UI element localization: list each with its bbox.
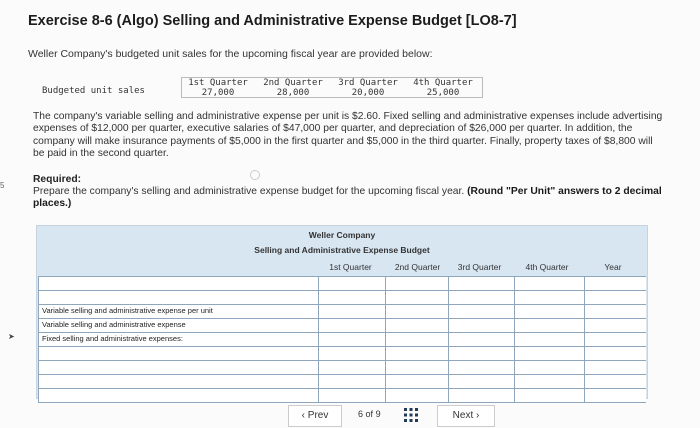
- cursor-ring: [250, 170, 260, 180]
- cell-q2[interactable]: [385, 347, 448, 360]
- prev-button[interactable]: [288, 405, 342, 427]
- cell-year[interactable]: [584, 291, 646, 304]
- sales-col-q1: [178, 78, 258, 98]
- col-header-q3: 3rd Quarter: [457, 262, 502, 272]
- sales-quarter-label: 1st Quarter: [188, 78, 248, 88]
- required-text: [33, 186, 663, 211]
- cell-q1[interactable]: [318, 389, 385, 402]
- sales-col-q3: [328, 78, 408, 98]
- cell-q3[interactable]: [448, 277, 514, 290]
- cell-q4[interactable]: [514, 361, 584, 374]
- cell-q1[interactable]: [318, 319, 385, 332]
- cell-q3[interactable]: [448, 389, 514, 402]
- cell-q1[interactable]: [318, 333, 385, 346]
- sales-quarter-label: 4th Quarter: [413, 78, 473, 88]
- cell-q2[interactable]: [385, 291, 448, 304]
- cell-year[interactable]: [584, 361, 646, 374]
- next-label: Next: [452, 410, 474, 421]
- pagination-bar: [0, 405, 700, 427]
- problem-paragraph: The company's variable selling and administrative expense per unit is $2.60. Fixed selling and administrative expenses include advertising expenses of $12,000 per quarter, executive salaries of $47,000 per quarter, and depreciation of $26,000 per quarter. In addition, the company will make insurance payments of $5,000 in the first quarter and $5,000 in the third quarter. Finally, property taxes of $8,800 will be paid in the second quarter.: [33, 111, 663, 160]
- pointer-icon: ➤: [8, 332, 15, 341]
- required-instruction: Prepare the company's selling and administrative expense budget for the upcoming fiscal year.: [33, 186, 465, 197]
- cell-year[interactable]: [584, 333, 646, 346]
- cell-year[interactable]: [584, 277, 646, 290]
- sales-col-q4: [403, 78, 483, 98]
- cell-q3[interactable]: [448, 347, 514, 360]
- prev-label: Prev: [307, 410, 329, 421]
- cell-q3[interactable]: [448, 375, 514, 388]
- cell-q4[interactable]: [514, 389, 584, 402]
- cell-q2[interactable]: [385, 389, 448, 402]
- sales-value: 27,000: [201, 88, 235, 98]
- budget-row: [38, 388, 646, 403]
- row-label: Fixed selling and administrative expenses:: [42, 334, 183, 343]
- sales-value: 20,000: [351, 88, 385, 98]
- cell-q3[interactable]: [448, 319, 514, 332]
- budget-row: [38, 318, 646, 333]
- cell-q3[interactable]: [448, 333, 514, 346]
- cell-q2[interactable]: [385, 277, 448, 290]
- col-header-year: Year: [604, 262, 622, 272]
- sales-quarter-label: 3rd Quarter: [338, 78, 398, 88]
- cell-year[interactable]: [584, 375, 646, 388]
- cell-q4[interactable]: [514, 319, 584, 332]
- budget-row: [38, 290, 646, 305]
- cell-year[interactable]: [584, 319, 646, 332]
- cell-q2[interactable]: [385, 319, 448, 332]
- cell-q1[interactable]: [318, 375, 385, 388]
- next-button[interactable]: [437, 405, 495, 427]
- budget-form: [36, 225, 648, 399]
- row-label: Variable selling and administrative expense: [42, 320, 186, 329]
- budget-row: [38, 332, 646, 347]
- budget-row: [38, 304, 646, 319]
- cell-year[interactable]: [584, 305, 646, 318]
- cell-q3[interactable]: [448, 361, 514, 374]
- grid-icon[interactable]: [404, 408, 418, 422]
- cell-q4[interactable]: [514, 305, 584, 318]
- cell-q1[interactable]: [318, 277, 385, 290]
- sales-value: 28,000: [276, 88, 310, 98]
- cell-year[interactable]: [584, 347, 646, 360]
- page-current: 6: [358, 409, 364, 419]
- page-total: 9: [375, 409, 381, 419]
- margin-marker: 5: [0, 181, 5, 190]
- cell-q3[interactable]: [448, 291, 514, 304]
- sales-quarter-label: 2nd Quarter: [263, 78, 323, 88]
- cell-q1[interactable]: [318, 305, 385, 318]
- cell-q4[interactable]: [514, 375, 584, 388]
- cell-q1[interactable]: [318, 347, 385, 360]
- sales-col-q2: [253, 78, 333, 98]
- budget-row: [38, 374, 646, 389]
- chevron-right-icon: ›: [476, 410, 480, 421]
- budget-row: [38, 276, 646, 291]
- cell-q2[interactable]: [385, 361, 448, 374]
- cell-q4[interactable]: [514, 347, 584, 360]
- page-of: of: [365, 409, 374, 419]
- cell-q4[interactable]: [514, 291, 584, 304]
- required-label: Required:: [33, 174, 82, 185]
- cell-q2[interactable]: [385, 375, 448, 388]
- col-header-q2: 2nd Quarter: [394, 262, 441, 272]
- sales-row-label: Budgeted unit sales: [42, 86, 145, 96]
- budget-row: [38, 346, 646, 361]
- required-note: (Round "Per Unit" answers to 2 decimal places.): [33, 186, 662, 210]
- cell-q4[interactable]: [514, 333, 584, 346]
- budget-subtitle: Selling and Administrative Expense Budget: [254, 245, 430, 255]
- intro-text: Weller Company's budgeted unit sales for the upcoming fiscal year are provided below:: [28, 48, 433, 60]
- cell-year[interactable]: [584, 389, 646, 402]
- exercise-title: Exercise 8-6 (Algo) Selling and Administrative Expense Budget [LO8-7]: [28, 13, 517, 29]
- chevron-left-icon: ‹: [301, 410, 305, 421]
- budget-row: [38, 360, 646, 375]
- row-label: Variable selling and administrative expense per unit: [42, 306, 213, 315]
- cell-q4[interactable]: [514, 277, 584, 290]
- page-indicator: [358, 409, 381, 419]
- cell-q2[interactable]: [385, 333, 448, 346]
- cell-q3[interactable]: [448, 305, 514, 318]
- budget-company: Weller Company: [308, 230, 376, 240]
- cell-q1[interactable]: [318, 361, 385, 374]
- cell-q2[interactable]: [385, 305, 448, 318]
- col-header-q4: 4th Quarter: [525, 262, 569, 272]
- cell-q1[interactable]: [318, 291, 385, 304]
- sales-value: 25,000: [426, 88, 460, 98]
- col-header-q1: 1st Quarter: [329, 262, 372, 272]
